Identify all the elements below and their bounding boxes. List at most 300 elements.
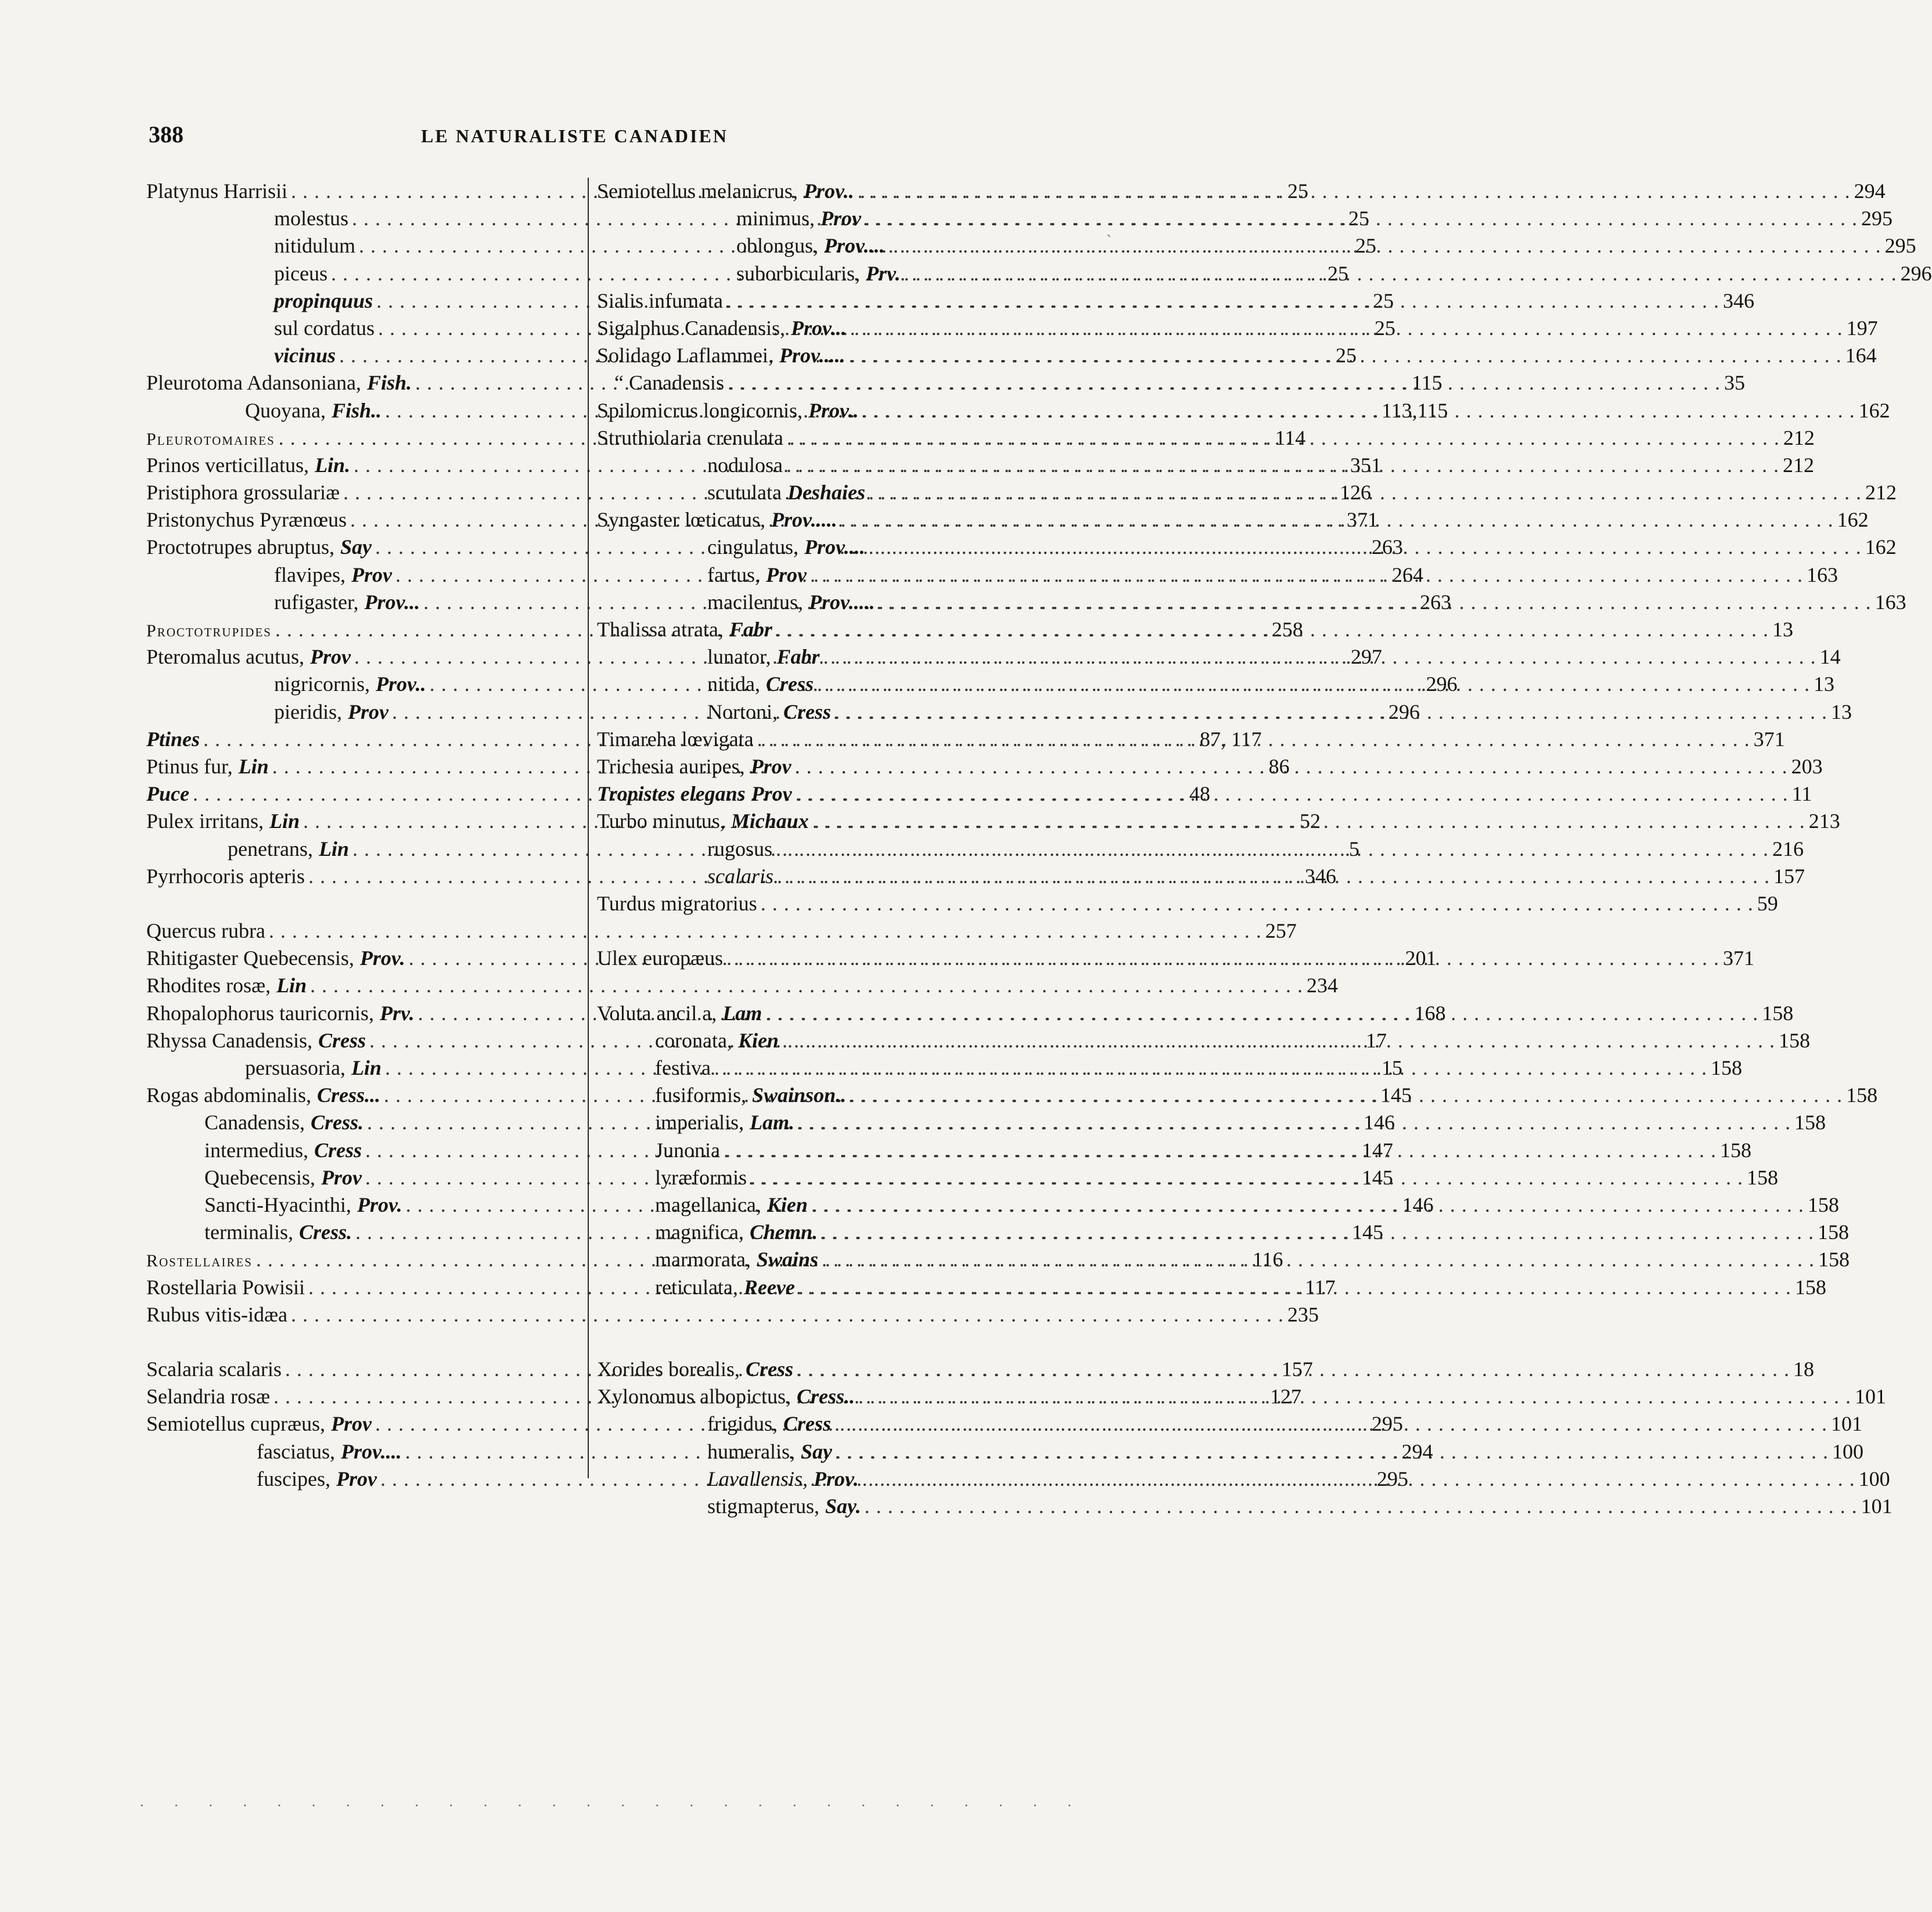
dot-leader <box>796 780 1789 808</box>
entry-name: Rubus vitis-idæa <box>146 1302 288 1326</box>
entry-name: stigmapterus, <box>707 1495 819 1518</box>
entry-name: fusiformis, <box>655 1083 746 1107</box>
entry-page: 164 <box>1845 344 1877 368</box>
entry-page: 145 <box>1361 1165 1393 1189</box>
entry-author: Kien <box>767 1193 808 1216</box>
entry-page: 15 <box>1381 1056 1402 1079</box>
dot-leader <box>862 397 1855 424</box>
entry-page: 162 <box>1865 535 1897 559</box>
entry-author: Say. <box>825 1495 861 1518</box>
index-spacer <box>597 917 991 945</box>
entry-page: 216 <box>1772 837 1804 860</box>
dot-leader <box>823 643 1816 671</box>
entry-page: 158 <box>1818 1248 1850 1272</box>
entry-page: 145 <box>1380 1083 1412 1107</box>
entry-author: Lin <box>276 974 307 998</box>
entry-page: 113,115 <box>1381 398 1448 422</box>
entry-author: Cress... <box>316 1083 381 1107</box>
index-spacer <box>597 1328 991 1356</box>
entry-name: fuscipes, <box>257 1467 330 1490</box>
dot-leader <box>810 561 1803 589</box>
entry-author: Cress <box>783 1412 832 1436</box>
entry-page: 296 <box>1388 700 1420 723</box>
entry-name: Thalissa atrata, <box>597 618 724 641</box>
entry-page: 25 <box>1374 316 1395 340</box>
entry-name: Ptines <box>146 727 200 751</box>
entry-author: Prov <box>750 754 791 778</box>
entry-page: 18 <box>1793 1358 1814 1381</box>
entry-name: lyræformis <box>655 1165 747 1189</box>
entry-name: Pleurotomaires <box>146 429 275 449</box>
scan-speckle: · · · · · · · · · · · · · · · · · · · · · · · · · · · · <box>139 1797 1085 1814</box>
entry-name: humeralis, <box>707 1439 795 1463</box>
entry-name: Proctotrupides <box>146 621 272 640</box>
dot-leader <box>812 808 1805 835</box>
entry-name: Junonia <box>655 1138 720 1162</box>
entry-name: Spilomicrus longicornis, <box>597 398 803 422</box>
dot-leader <box>841 506 1834 534</box>
entry-name: Rhopalophorus tauricornis, <box>146 1001 374 1025</box>
entry-name: Quebecensis, <box>204 1165 315 1189</box>
entry-name: pieridis, <box>274 700 342 723</box>
entry-page: 297 <box>1350 645 1382 669</box>
entry-page: 203 <box>1791 754 1823 778</box>
entry-page: 168 <box>1414 1001 1446 1025</box>
entry-name: Nortoni, <box>707 700 778 723</box>
dot-leader <box>858 1383 1851 1410</box>
entry-page: 147 <box>1362 1138 1393 1162</box>
entry-author: Say <box>800 1439 832 1463</box>
entry-name: nitida, <box>707 672 760 696</box>
dot-leader <box>822 1246 1815 1273</box>
entry-page: 201 <box>1405 946 1437 970</box>
entry-name: macilentus, <box>707 590 803 614</box>
entry-page: 157 <box>1281 1358 1313 1381</box>
dot-leader <box>728 369 1721 397</box>
entry-page: 25 <box>1327 261 1348 285</box>
entry-page: 346 <box>1722 289 1754 312</box>
entry-page: 158 <box>1778 1028 1810 1052</box>
entry-page: 158 <box>1807 1193 1839 1216</box>
entry-author: Swains <box>756 1248 818 1272</box>
entry-name: Voluta ancil a, <box>597 1001 717 1025</box>
dot-leader <box>726 945 1719 972</box>
entry-page: 52 <box>1300 809 1321 833</box>
entry-author: Prov. <box>357 1193 402 1216</box>
entry-name: Quoyana, <box>245 398 326 422</box>
entry-author: Cress <box>318 1028 366 1052</box>
dot-leader <box>761 890 1754 917</box>
dot-leader <box>777 863 1770 890</box>
entry-page: 346 <box>1304 864 1336 888</box>
index-entry <box>146 917 1297 945</box>
entry-name: flavipes, <box>274 563 346 586</box>
entry-name: vicinus <box>274 344 336 368</box>
entry-name: Selandria rosæ <box>146 1385 270 1409</box>
column-divider <box>588 178 589 1478</box>
entry-page: 197 <box>1846 316 1878 340</box>
entry-name: fartus, <box>707 563 760 586</box>
entry-page: 295 <box>1371 1412 1403 1436</box>
entry-page: 158 <box>1817 1220 1849 1244</box>
entry-page: 295 <box>1884 234 1916 258</box>
entry-author: Prov. <box>814 1467 859 1490</box>
dot-leader <box>834 698 1827 726</box>
entry-author: Prov.. <box>375 672 426 696</box>
entry-page: 257 <box>1265 919 1297 943</box>
entry-name: Proctotrupes abruptus, <box>146 535 334 559</box>
entry-author: Cress <box>745 1358 793 1381</box>
entry-author: Lam. <box>749 1111 794 1135</box>
entry-page: 212 <box>1865 481 1897 505</box>
dot-leader <box>869 534 1862 561</box>
entry-page: 295 <box>1376 1467 1408 1490</box>
entry-page: 100 <box>1858 1467 1890 1490</box>
entry-page: 258 <box>1271 618 1303 641</box>
entry-page: 13 <box>1831 700 1852 723</box>
entry-author: Swainson.. <box>752 1083 847 1107</box>
entry-name: Semiotellus cupræus, <box>146 1412 325 1436</box>
entry-name: Solidago Laflammei, <box>597 344 773 368</box>
entry-name: Rostellaria Powisii <box>146 1275 305 1299</box>
dot-leader <box>787 424 1780 452</box>
entry-name: Platynus Harrisii <box>146 179 287 203</box>
entry-name: persuasoria, <box>245 1056 346 1079</box>
entry-page: 162 <box>1837 508 1869 532</box>
entry-page: 294 <box>1401 1439 1433 1463</box>
dot-leader <box>817 671 1810 698</box>
entry-author: Prov.... <box>804 535 865 559</box>
entry-author: Fabr <box>729 618 772 641</box>
entry-page: 100 <box>1832 1439 1863 1463</box>
entry-page: 212 <box>1783 426 1815 449</box>
entry-author: Cress. <box>298 1220 352 1244</box>
entry-name: minimus, <box>736 207 815 231</box>
entry-name: fasciatus, <box>257 1439 335 1463</box>
dot-leader <box>765 1000 1758 1027</box>
entry-name: Struthiolaria crenulata <box>597 426 783 449</box>
entry-page: 126 <box>1339 481 1371 505</box>
entry-page: 158 <box>1710 1056 1742 1079</box>
dot-leader <box>798 1109 1791 1136</box>
entry-name: Trichesia auripes, <box>597 754 745 778</box>
dot-leader <box>776 836 1769 863</box>
entry-page: 296 <box>1900 261 1932 285</box>
entry-name: Pulex irritans, <box>146 809 264 833</box>
entry-name: Canadensis, <box>204 1111 305 1135</box>
entry-name: cingulatus, <box>707 535 798 559</box>
index-spacer <box>597 1301 991 1328</box>
entry-name: rugosus <box>707 837 773 860</box>
entry-name: reticulata, <box>655 1275 738 1299</box>
entry-author: Lam <box>722 1001 762 1025</box>
entry-name: Puce <box>146 782 189 806</box>
scan-mark: ˋ <box>1106 232 1112 250</box>
dot-leader <box>879 589 1872 616</box>
entry-author: Lin. <box>314 453 350 477</box>
entry-page: 48 <box>1189 782 1210 806</box>
entry-page: 13 <box>1772 618 1793 641</box>
entry-page: 371 <box>1347 508 1379 532</box>
entry-name: “ Canadensis <box>614 371 724 395</box>
entry-author: Cress.. <box>796 1385 855 1409</box>
entry-page: 212 <box>1783 453 1814 477</box>
entry-name: Rostellaires <box>146 1251 253 1271</box>
dot-leader <box>904 260 1897 287</box>
index-entry <box>597 1493 1893 1520</box>
entry-page: 116 <box>1252 1248 1283 1272</box>
entry-author: Lin <box>238 754 269 778</box>
entry-name: Xorides borealis, <box>597 1358 740 1381</box>
dot-leader <box>797 1356 1790 1383</box>
entry-name: Sigalphus Canadensis, <box>597 316 785 340</box>
entry-author: Deshaies <box>787 481 865 505</box>
entry-name: molestus <box>274 207 349 231</box>
entry-page: 158 <box>1846 1083 1878 1107</box>
entry-name: Pleurotoma Adansoniana, <box>146 371 361 395</box>
entry-page: 101 <box>1831 1412 1863 1436</box>
dot-leader <box>865 1493 1858 1520</box>
entry-page: 25 <box>1287 179 1308 203</box>
dot-leader <box>869 479 1862 506</box>
entry-page: 101 <box>1855 1385 1887 1409</box>
entry-author: Prov <box>351 563 392 586</box>
entry-author: Prov..... <box>771 508 837 532</box>
entry-name: penetrans, <box>228 837 313 860</box>
index-entry <box>597 1054 1742 1082</box>
entry-author: Michaux <box>731 809 809 833</box>
entry-name: Rogas abdominalis, <box>146 1083 311 1107</box>
entry-name: scalaris <box>707 864 774 888</box>
entry-author: Prov. <box>359 946 405 970</box>
entry-name: Lavallensis, <box>707 1467 808 1490</box>
entry-name: intermedius, <box>204 1138 308 1162</box>
dot-leader <box>849 342 1842 369</box>
entry-name: Scalaria scalaris <box>146 1358 282 1381</box>
entry-author: Prov.. <box>808 398 859 422</box>
entry-author: Lin <box>318 837 349 860</box>
entry-name: Turdus migratorius <box>597 891 757 915</box>
entry-author: Fish. <box>366 371 412 395</box>
dot-leader <box>776 616 1769 643</box>
entry-name: frigidus, <box>707 1412 778 1436</box>
running-title: LE NATURALISTE CANADIEN <box>421 125 728 146</box>
entry-name: Rhitigaster Quebecensis, <box>146 946 354 970</box>
entry-page: 146 <box>1363 1111 1395 1135</box>
dot-leader <box>750 1164 1743 1191</box>
entry-name: Ulex europæus <box>597 946 723 970</box>
entry-author: Prov <box>321 1165 362 1189</box>
entry-author: Prv. <box>865 261 901 285</box>
dot-leader <box>858 178 1851 205</box>
entry-name: Rhyssa Canadensis, <box>146 1028 312 1052</box>
entry-name: Quercus rubra <box>146 919 265 943</box>
entry-page: 17 <box>1366 1028 1387 1052</box>
entry-page: 25 <box>1336 344 1357 368</box>
entry-author: Say <box>340 535 372 559</box>
entry-author: Prov <box>336 1467 377 1490</box>
dot-leader <box>850 1082 1843 1109</box>
entry-page: 295 <box>1861 207 1893 231</box>
dot-leader <box>786 452 1779 479</box>
entry-name: sul cordatus <box>274 316 375 340</box>
entry-name: magnifica, <box>655 1220 744 1244</box>
entry-author: Cress. <box>310 1111 364 1135</box>
entry-name: Rhodites rosæ, <box>146 974 271 998</box>
entry-name: piceus <box>274 261 328 285</box>
entry-page: 59 <box>1757 891 1778 915</box>
entry-name: festiva <box>655 1056 711 1079</box>
dot-leader <box>850 315 1843 342</box>
entry-author: Prov..... <box>779 344 846 368</box>
entry-page: 371 <box>1722 946 1754 970</box>
entry-name: scutulata <box>707 481 782 505</box>
dot-leader <box>888 232 1881 260</box>
index-spacer <box>597 972 991 999</box>
entry-page: 296 <box>1426 672 1458 696</box>
entry-page: 158 <box>1794 1111 1826 1135</box>
entry-author: Prov <box>821 207 862 231</box>
entry-page: 158 <box>1762 1001 1794 1025</box>
entry-author: Prov <box>751 782 792 806</box>
entry-page: 25 <box>1348 207 1370 231</box>
dot-leader <box>811 1191 1804 1219</box>
entry-name: magellanica, <box>655 1193 761 1216</box>
entry-author: Prov <box>331 1412 372 1436</box>
index-entry <box>597 890 1778 917</box>
dot-leader <box>724 1137 1717 1164</box>
dot-leader <box>834 1410 1827 1438</box>
entry-author: Prov... <box>790 316 847 340</box>
entry-name: Pteromalus acutus, <box>146 645 304 669</box>
dot-leader <box>782 1027 1775 1054</box>
entry-author: Lin <box>269 809 300 833</box>
entry-page: 158 <box>1720 1138 1751 1162</box>
entry-page: 13 <box>1814 672 1835 696</box>
entry-author: Prov... <box>364 590 420 614</box>
entry-page: 351 <box>1350 453 1381 477</box>
entry-author: Prov <box>347 700 388 723</box>
entry-page: 162 <box>1858 398 1890 422</box>
entry-author: Cress <box>765 672 814 696</box>
entry-author: Prov <box>765 563 807 586</box>
entry-name: Pristiphora grossulariæ <box>146 481 340 505</box>
entry-page: 158 <box>1794 1275 1826 1299</box>
entry-name: lunator, <box>707 645 771 669</box>
entry-name: Pristonychus Pyrænœus <box>146 508 347 532</box>
entry-name: suborbicularis, <box>736 261 860 285</box>
page-number: 388 <box>149 121 184 147</box>
dot-leader <box>714 1054 1707 1082</box>
entry-page: 263 <box>1371 535 1403 559</box>
entry-page: 86 <box>1268 754 1290 778</box>
entry-author: Cress <box>314 1138 362 1162</box>
entry-name: propinquus <box>274 289 373 312</box>
entry-name: Turbo minutus, <box>597 809 725 833</box>
entry-page: 158 <box>1747 1165 1778 1189</box>
entry-page: 101 <box>1861 1495 1893 1518</box>
entry-page: 371 <box>1753 727 1785 751</box>
entry-author: Prov.... <box>824 234 885 258</box>
entry-name: nigricornis, <box>274 672 370 696</box>
entry-page: 117 <box>1305 1275 1336 1299</box>
entry-page: 25 <box>1355 234 1377 258</box>
dot-leader <box>862 1465 1855 1493</box>
entry-author: Kien <box>737 1028 779 1052</box>
entry-page: 14 <box>1819 645 1841 669</box>
entry-author: Fish.. <box>331 398 382 422</box>
index-spacer <box>146 890 585 917</box>
index-entry <box>597 836 1804 863</box>
entry-author: Fabr <box>776 645 820 669</box>
entry-page: 114 <box>1275 426 1306 449</box>
entry-page: 294 <box>1854 179 1886 203</box>
dot-leader <box>821 1219 1814 1246</box>
dot-leader <box>865 205 1858 232</box>
dot-leader <box>798 1274 1791 1301</box>
entry-name: rufigaster, <box>274 590 359 614</box>
entry-page: 127 <box>1269 1385 1301 1409</box>
entry-author: Prov..... <box>808 590 875 614</box>
entry-name: Prinos verticillatus, <box>146 453 309 477</box>
entry-name: Semiotellus melanicrus, <box>597 179 798 203</box>
entry-page: 25 <box>1373 289 1394 312</box>
entry-page: 163 <box>1875 590 1906 614</box>
entry-name: Tropistes elegans <box>597 782 746 806</box>
index-entry <box>146 972 1339 999</box>
entry-page: 146 <box>1402 1193 1434 1216</box>
entry-name: nodulosa <box>707 453 783 477</box>
entry-name: Xylonomus albopictus, <box>597 1385 791 1409</box>
entry-name: oblongus, <box>736 234 819 258</box>
entry-name: Ptinus fur, <box>146 754 233 778</box>
entry-author: Prov <box>310 645 351 669</box>
dot-leader <box>757 726 1750 753</box>
entry-author: Prv. <box>379 1001 415 1025</box>
entry-author: Reeve <box>743 1275 795 1299</box>
entry-name: Pyrrhocoris apteris <box>146 864 305 888</box>
entry-page: 163 <box>1806 563 1838 586</box>
entry-author: Prov.. <box>803 179 854 203</box>
entry-name: coronata, <box>655 1028 732 1052</box>
entry-page: 263 <box>1420 590 1452 614</box>
entry-page: 235 <box>1287 1302 1319 1326</box>
entry-name: Syngaster lœticatus, <box>597 508 765 532</box>
entry-name: Sialis infumata <box>597 289 723 312</box>
entry-page: 35 <box>1724 371 1745 395</box>
dot-leader <box>836 1438 1829 1465</box>
entry-page: 234 <box>1307 974 1339 998</box>
entry-author: Prov.... <box>340 1439 402 1463</box>
dot-leader <box>726 287 1719 315</box>
index-entry <box>146 1301 1319 1328</box>
entry-name: terminalis, <box>204 1220 293 1244</box>
entry-page: 264 <box>1391 563 1423 586</box>
entry-page: 115 <box>1411 371 1442 395</box>
entry-name: nitidulum <box>274 234 356 258</box>
entry-author: Cress <box>783 700 832 723</box>
entry-author: Lin <box>351 1056 382 1079</box>
entry-page: 157 <box>1773 864 1805 888</box>
dot-leader <box>795 753 1788 780</box>
entry-name: marmorata, <box>655 1248 751 1272</box>
entry-page: 87, 117 <box>1200 727 1262 751</box>
entry-page: 213 <box>1808 809 1840 833</box>
entry-page: 11 <box>1791 782 1812 806</box>
entry-name: imperialis, <box>655 1111 744 1135</box>
entry-name: Sancti-Hyacinthi, <box>204 1193 351 1216</box>
entry-name: Timareha lœvigata <box>597 727 754 751</box>
